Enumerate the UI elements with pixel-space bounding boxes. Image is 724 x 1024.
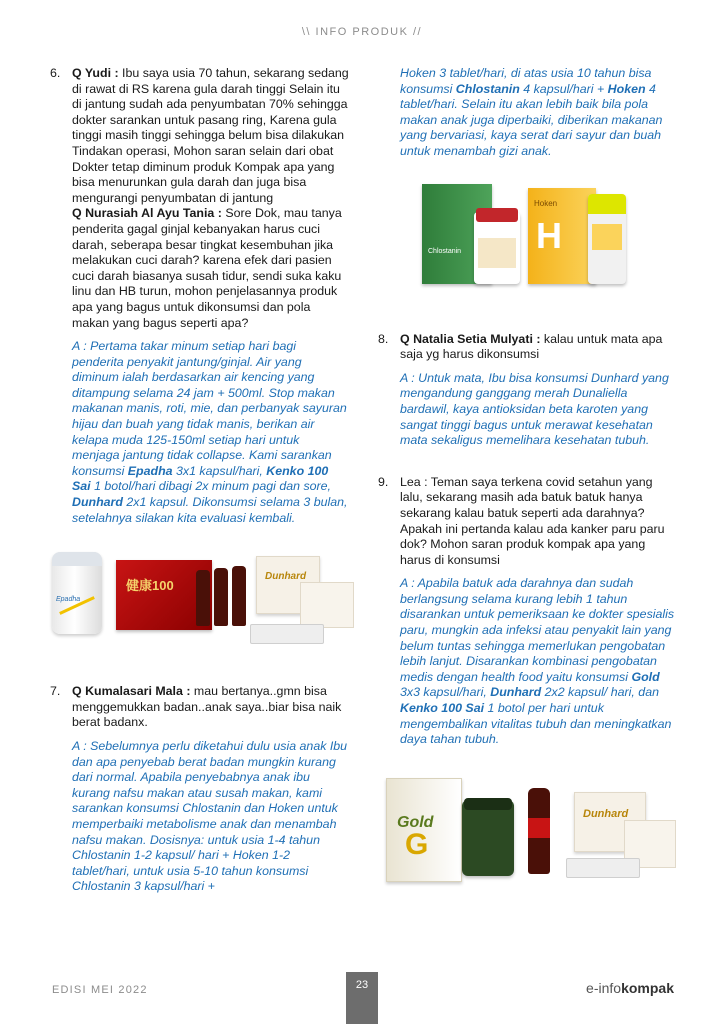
asker-name: Q Kumalasari Mala : <box>72 684 191 699</box>
answer-text: Hoken 3 tablet/hari, di atas usia 10 tahun bisa konsumsi <box>400 66 652 96</box>
answer-9 <box>400 576 678 748</box>
item-number: 8. <box>378 331 389 346</box>
qa-body <box>400 475 678 748</box>
chlostanin-label: Chlostanin <box>428 247 462 255</box>
item-number: 6. <box>50 66 61 80</box>
chlostanin-jar <box>474 212 520 284</box>
dunhard-label: Dunhard <box>265 571 307 583</box>
kenko-bottle <box>196 570 210 626</box>
product-image-gold-kenko-dunhard <box>378 776 678 886</box>
question-text: Sore Dok, mau tanya penderita gagal ginjal kebanyakan harus cuci darah, seberapa besar tingkat kesembuhan jika melakukan cuci darah? karena efek dari pasien cuci darah biasanya susah tidur, sendi suka kaku linu dan HB turun, mohon penjelasannya produk apa yang bagus untuk dikonsumsi dan pola makan yang bagus seperti apa? <box>72 206 342 330</box>
dunhard-label: Dunhard <box>583 807 629 820</box>
item-number: 7. <box>50 684 61 699</box>
qa-body <box>72 66 350 526</box>
edition-label: EDISI MEI 2022 <box>52 984 148 996</box>
product-name: Epadha <box>127 463 173 478</box>
answer-text: 4 kapsul/hari + <box>523 81 605 96</box>
question-kumalasari <box>72 684 350 731</box>
answer-8: A : Untuk mata, Ibu bisa konsumsi Dunhard yang mengandung ganggang merah Dunaliella bardawil, kaya antioksidan beta karoten yang sangat tinggi bagus untuk merawat kesehatan mata sekaligus memelihara kesehatan tubuh. <box>400 370 669 448</box>
item-number: 9. <box>378 474 389 489</box>
question-yudi <box>72 66 350 206</box>
answer-text: 1 botol/hari dibagi 2x minum pagi dan sore, <box>94 479 332 494</box>
dunhard-box-2 <box>300 582 354 628</box>
answer-text: 2x1 kapsul. Dikonsumsi selama 3 bulan, setelahnya silakan kita evaluasi kembali. <box>72 495 348 525</box>
kenko-label: 健康100 <box>126 578 174 594</box>
right-column <box>378 66 678 886</box>
answer-text: 3x1 kapsul/hari, <box>176 463 263 478</box>
hoken-label: Hoken <box>534 198 558 208</box>
answer-text: 4 tablet/hari. Selain itu akan lebih baik bila pola makan anak juga diperbaiki, diberikan makanan yang bervariasi, kaya serat dari sayur dan buah untuk menambah gizi anak. <box>400 81 663 158</box>
product-image-chlostanin-hoken <box>378 182 678 292</box>
gold-label: Gold <box>397 813 434 831</box>
gold-jar <box>462 800 514 876</box>
answer-text: A : Pertama takar minum setiap hari bagi penderita penyakit jantung/ginjal. Air yang diminum ialah berdasarkan air kencing yang ditampung selama 24 jam + 500ml. Stop makan makanan manis, roti, mie, dan perbanyak sayuran hijau dan buah yang tidak manis, berikan air kelapa muda 125-150ml setiap hari untuk menjaga jantung tidak collapse. Kami sarankan konsumsi <box>72 339 347 478</box>
answer-7-continued <box>378 66 678 160</box>
section-header: \\ INFO PRODUK // <box>301 26 423 38</box>
qa-body <box>400 332 678 449</box>
kenko-bottle <box>214 568 228 626</box>
qa-item-9 <box>378 475 678 748</box>
answer-text: 3x3 kapsul/hari, <box>400 685 487 700</box>
brand-logo <box>586 980 674 996</box>
kenko-bottle <box>232 566 246 626</box>
dunhard-blister <box>250 624 324 644</box>
asker-name: Q Nurasiah Al Ayu Tania : <box>72 206 222 221</box>
question-lea: Lea : Teman saya terkena covid setahun yang lalu, sekarang masih ada batuk batuk hanya sekarang kalau batuk seperti ada darahnya? Apakah ini pertanda kalau ada kanker paru paru dok? Mohon saran produk kompak apa yang harus di konsumsi <box>400 474 665 567</box>
brand-name: kompak <box>621 980 674 996</box>
product-name: Chlostanin <box>455 81 520 96</box>
product-name: Gold <box>631 669 660 684</box>
page-number: 23 <box>346 972 378 1024</box>
question-nurasiah <box>72 206 350 331</box>
answer-6 <box>72 339 350 526</box>
asker-name: Q Natalia Setia Mulyati : <box>400 331 541 346</box>
qa-item-7 <box>50 684 350 895</box>
product-name: Dunhard <box>72 495 123 510</box>
gold-box: Gold G <box>386 778 462 882</box>
product-name: Hoken <box>607 81 646 96</box>
answer-text: A : Apabila batuk ada darahnya dan sudah berlangsung selama kurang lebih 1 tahun disarankan untuk pemeriksaan ke dokter spesialis paru, mungkin ada infeksi atau penyakit lain yang belum tuntas sehingga memerlukan pengobatan lebih lanjut. Disarankan kombinasi pengobatan medis dengan health food yaitu konsumsi <box>400 576 675 684</box>
asker-name: Q Yudi : <box>72 66 119 80</box>
hoken-box: Hoken H <box>528 188 596 284</box>
qa-item-6 <box>50 66 350 526</box>
product-name: Kenko 100 Sai <box>72 463 329 494</box>
dunhard-blister <box>566 858 640 878</box>
product-name: Kenko 100 Sai <box>400 701 485 716</box>
product-image-epadha-kenko-dunhard <box>50 548 350 658</box>
left-column <box>50 66 350 895</box>
answer-text: 2x2 kapsul/ hari, dan <box>544 685 659 700</box>
kenko-bottle <box>528 788 550 874</box>
hoken-jar <box>588 194 626 284</box>
product-name: Dunhard <box>490 685 542 700</box>
question-natalia <box>400 332 678 363</box>
qa-item-8 <box>378 332 678 449</box>
question-text: Ibu saya usia 70 tahun, sekarang sedang di rawat di RS karena gula darah tinggi Selain itu di jantung sudah ada penyumbatan 70% sehingga dokter sarankan untuk pasang ring, Karena gula tinggi masih tinggi sehingga belum bisa dilakukan Tindakan operasi, Mohon saran selain dari obat Dokter tetap diminum produk Kompak apa yang bisa menurunkan gula darah dan juga bisa mengurangi penyumbatan di jantung <box>72 66 349 205</box>
brand-prefix: e-info <box>586 980 622 996</box>
question-text: kalau untuk mata apa saja yg harus dikonsumsi <box>400 331 663 362</box>
epadha-bottle <box>52 552 102 634</box>
qa-body <box>72 684 350 895</box>
answer-text: 1 botol per hari untuk mengembalikan vitalitas tubuh dan meningkatkan daya tahan tubuh. <box>400 701 672 747</box>
question-text: mau bertanya..gmn bisa menggemukkan badan..anak saya..biar bisa naik berat badanx. <box>72 684 342 730</box>
answer-7: A : Sebelumnya perlu diketahui dulu usia anak Ibu dan apa penyebab berat badan mungkin kurang dari normal. Apabila penyebabnya anak ibu kurang nafsu makan atau susah makan, kami sarankan konsumsi Chlostanin dan Hoken untuk memperbaiki metabolisme anak dan menambah nafsu makan. Dosisnya: untuk usia 1-4 tahun Chlostanin 1-2 kapsul/ hari + Hoken 1-2 tablet/hari, untuk usia 5-10 tahun konsumsi Chlostanin 3 kapsul/hari + <box>72 739 348 894</box>
epadha-label: Epadha <box>56 596 81 604</box>
